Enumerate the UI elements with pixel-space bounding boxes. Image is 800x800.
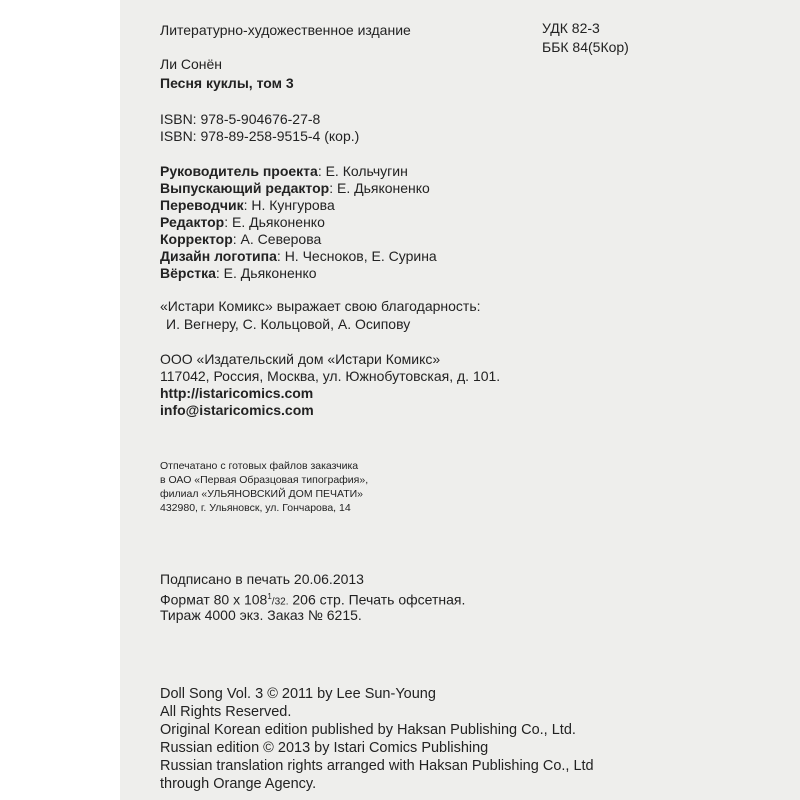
printing-line: филиал «УЛЬЯНОВСКИЙ ДОМ ПЕЧАТИ» (160, 488, 364, 500)
format-rest: 206 стр. Печать офсетная. (288, 591, 466, 608)
book-title: Песня куклы, том 3 (160, 75, 294, 91)
credit-role: Корректор (160, 231, 233, 247)
credit-name: : Н. Чесноков, Е. Сурина (276, 248, 437, 264)
credit-role: Редактор (160, 214, 225, 230)
credit-role: Переводчик (160, 197, 244, 213)
credit-line (160, 163, 408, 179)
format-text: Формат 80 х 108 (160, 591, 268, 608)
copyright-line: through Orange Agency. (160, 776, 317, 792)
publisher-email: info@istaricomics.com (160, 402, 314, 418)
credit-line (160, 214, 325, 230)
credit-name: : Е. Дьяконенко (215, 265, 317, 281)
copyright-line: Original Korean edition published by Haksan Publishing Co., Ltd. (160, 722, 576, 738)
thanks-heading: «Истари Комикс» выражает свою благодарность: (160, 298, 481, 314)
credit-role: Дизайн логотипа (160, 248, 277, 264)
publisher-address: 117042, Россия, Москва, ул. Южнобутовская, д. 101. (160, 368, 501, 384)
credit-name: : А. Северова (232, 231, 322, 247)
author-name: Ли Сонён (160, 56, 223, 72)
format-sub: /32. (271, 596, 289, 608)
credit-line (160, 248, 437, 264)
copyright-line: Russian edition © 2013 by Istari Comics Publishing (160, 740, 489, 756)
edition-type: Литературно-художественное издание (160, 22, 411, 38)
isbn-1: ISBN: 978-5-904676-27-8 (160, 111, 321, 127)
publisher-name: ООО «Издательский дом «Истари Комикс» (160, 351, 441, 367)
bbk-code: ББК 84(5Кор) (542, 39, 629, 55)
credit-name: : Е. Дьяконенко (224, 214, 325, 230)
credit-line (160, 180, 430, 196)
printing-line: Отпечатано с готовых файлов заказчика (160, 460, 359, 472)
imprint-page (120, 0, 800, 800)
format-sup: 1 (267, 592, 272, 601)
credit-name: : Н. Кунгурова (243, 197, 335, 213)
credit-name: : Е. Дьяконенко (329, 180, 430, 196)
credit-role: Выпускающий редактор (160, 180, 330, 196)
credit-line (160, 197, 335, 213)
credit-line (160, 265, 317, 281)
signed-date: Подписано в печать 20.06.2013 (160, 571, 364, 587)
thanks-names: И. Вегнеру, С. Кольцовой, А. Осипову (166, 316, 411, 332)
credit-role: Вёрстка (160, 265, 216, 281)
credit-role: Руководитель проекта (160, 163, 318, 179)
isbn-2: ISBN: 978-89-258-9515-4 (кор.) (160, 128, 360, 144)
copyright-line: Russian translation rights arranged with Haksan Publishing Co., Ltd (160, 758, 594, 774)
credit-line (160, 231, 321, 247)
printing-line: в ОАО «Первая Образцовая типография», (160, 474, 369, 486)
publisher-website: http://istaricomics.com (160, 385, 314, 401)
copyright-line: All Rights Reserved. (160, 704, 292, 720)
credit-name: : Е. Кольчугин (317, 163, 408, 179)
copyright-line: Doll Song Vol. 3 © 2011 by Lee Sun-Young (160, 686, 436, 702)
print-run: Тираж 4000 экз. Заказ № 6215. (160, 607, 362, 623)
udk-code: УДК 82-3 (542, 20, 600, 36)
printing-line: 432980, г. Ульяновск, ул. Гончарова, 14 (160, 502, 351, 514)
